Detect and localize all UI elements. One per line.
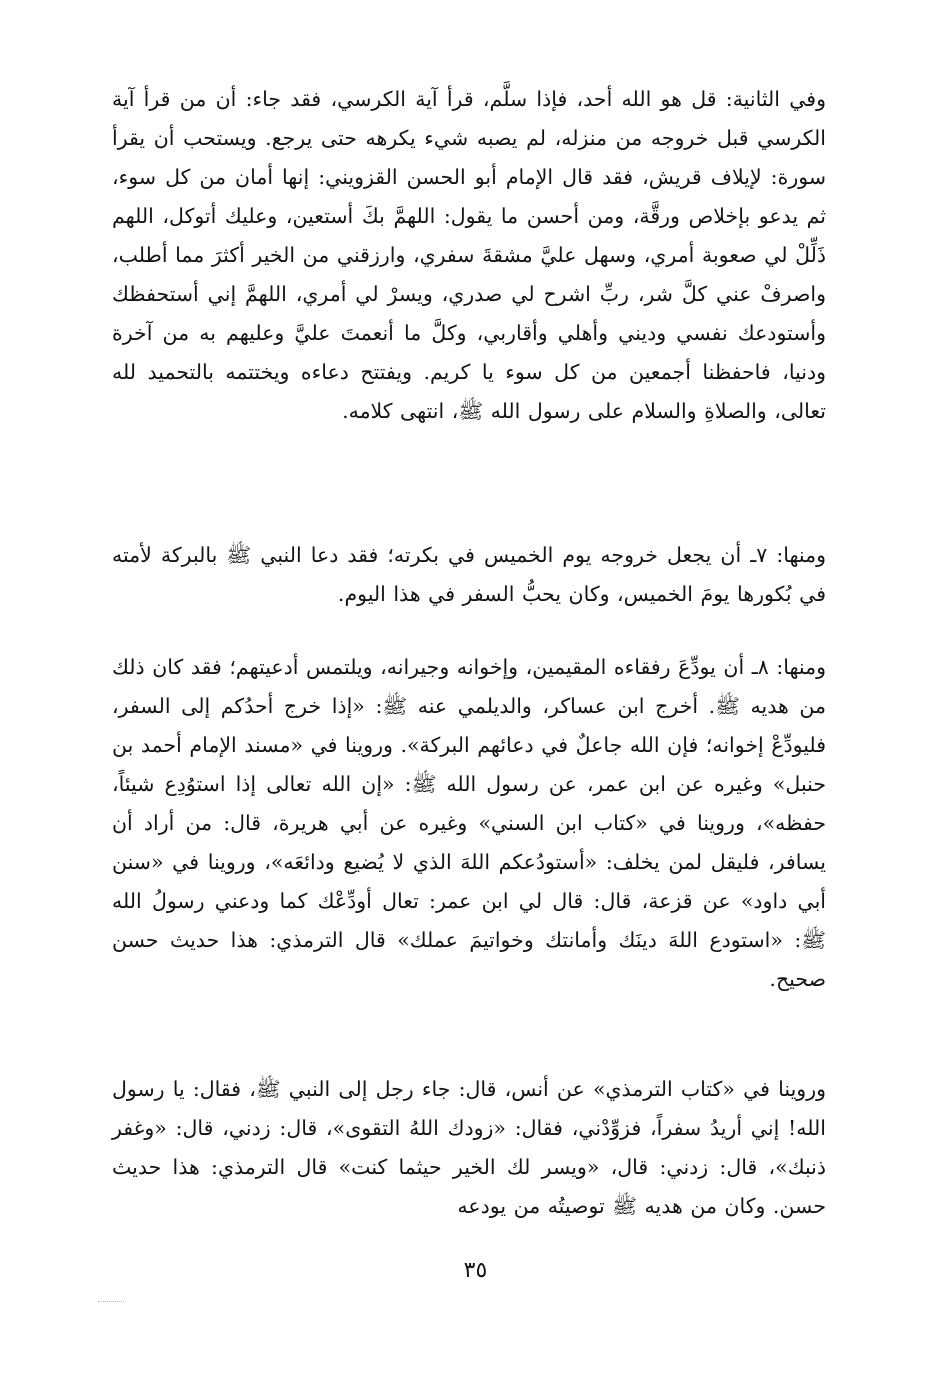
paragraph-item-7	[112, 536, 826, 614]
paragraph-text: ومنها: ٨ـ أن يودِّعَ رفقاءه المقيمين، وإخوانه وجيرانه، ويلتمس أدعيتهم؛ فقد كان ذلك من هديه ﷺ. أخرج ابن عساكر، والديلمي عنه ﷺ: «إذا خرج أحدُكم إلى السفر، فليودِّعْ إخوانه؛ فإن الله جاعلٌ في دعائهم البركة». وروينا في «مسند الإمام أحمد بن حنبل» وغيره عن ابن عمر، عن رسول الله ﷺ: «إن الله تعالى إذا استوُدِع شيئاً، حفظه»، وروينا في «كتاب ابن السني» وغيره عن أبي هريرة، قال: من أراد أن يسافر، فليقل لمن يخلف: «أستودُعكم اللهَ الذي لا يُضيع ودائعَه»، وروينا في «سنن أبي داود» عن قزعة، قال: قال لي ابن عمر: تعال أودِّعْك كما ودعني رسولُ الله ﷺ: «استودع اللهَ دينَك وأمانتك وخواتيمَ عملك» قال الترمذي: هذا حديث حسن صحيح.	[112, 655, 827, 991]
scan-mark	[98, 1301, 124, 1303]
page-number: ٣٥	[463, 1258, 488, 1283]
paragraph-text: ومنها: ٧ـ أن يجعل خروجه يوم الخميس في بكرته؛ فقد دعا النبي ﷺ بالبركة لأمته في بُكورها يومَ الخميس، وكان يحبُّ السفر في هذا اليوم.	[112, 543, 826, 606]
paragraph-text: وروينا في «كتاب الترمذي» عن أنس، قال: جاء رجل إلى النبي ﷺ، فقال: يا رسول الله! إني أريدُ سفراً، فزوِّدْني، فقال: «زودك اللهُ التقوى»، قال: زدني، قال: «وغفر ذنبك»، قال: زدني: قال، «ويسر لك الخير حيثما كنت» قال الترمذي: هذا حديث حسن. وكان من هديه ﷺ توصيتُه من يودعه	[112, 1077, 826, 1218]
paragraph-item-8	[112, 648, 826, 999]
paragraph-reading-after-prayer	[112, 80, 826, 431]
paragraph-tirmidhi-narration	[112, 1070, 826, 1226]
paragraph-text: وفي الثانية: قل هو الله أحد، فإذا سلَّم، قرأ آية الكرسي، فقد جاء: أن من قرأ آية الكرسي قبل خروجه من منزله، لم يصبه شيء يكرهه حتى يرجع. ويستحب أن يقرأ سورة: لإيلاف قريش، فقد قال الإمام أبو الحسن القزويني: إنها أمان من كل سوء، ثم يدعو بإخلاص ورقَّة، ومن أحسن ما يقول: اللهمَّ بكَ أستعين، وعليك أتوكل، اللهم ذَلِّلْ لي صعوبة أمري، وسهل عليَّ مشقةَ سفري، وارزقني من الخير أكثرَ مما أطلب، واصرفْ عني كلَّ شر، ربِّ اشرح لي صدري، ويسرْ لي أمري، اللهمَّ إني أستحفظك وأستودعك نفسي وديني وأهلي وأقاربي، وكلَّ ما أنعمتَ عليَّ وعليهم به من آخرة ودنيا، فاحفظنا أجمعين من كل سوء يا كريم. ويفتتح دعاءه ويختتمه بالتحميد لله تعالى، والصلاةِ والسلام على رسول الله ﷺ، انتهى كلامه.	[112, 87, 826, 423]
